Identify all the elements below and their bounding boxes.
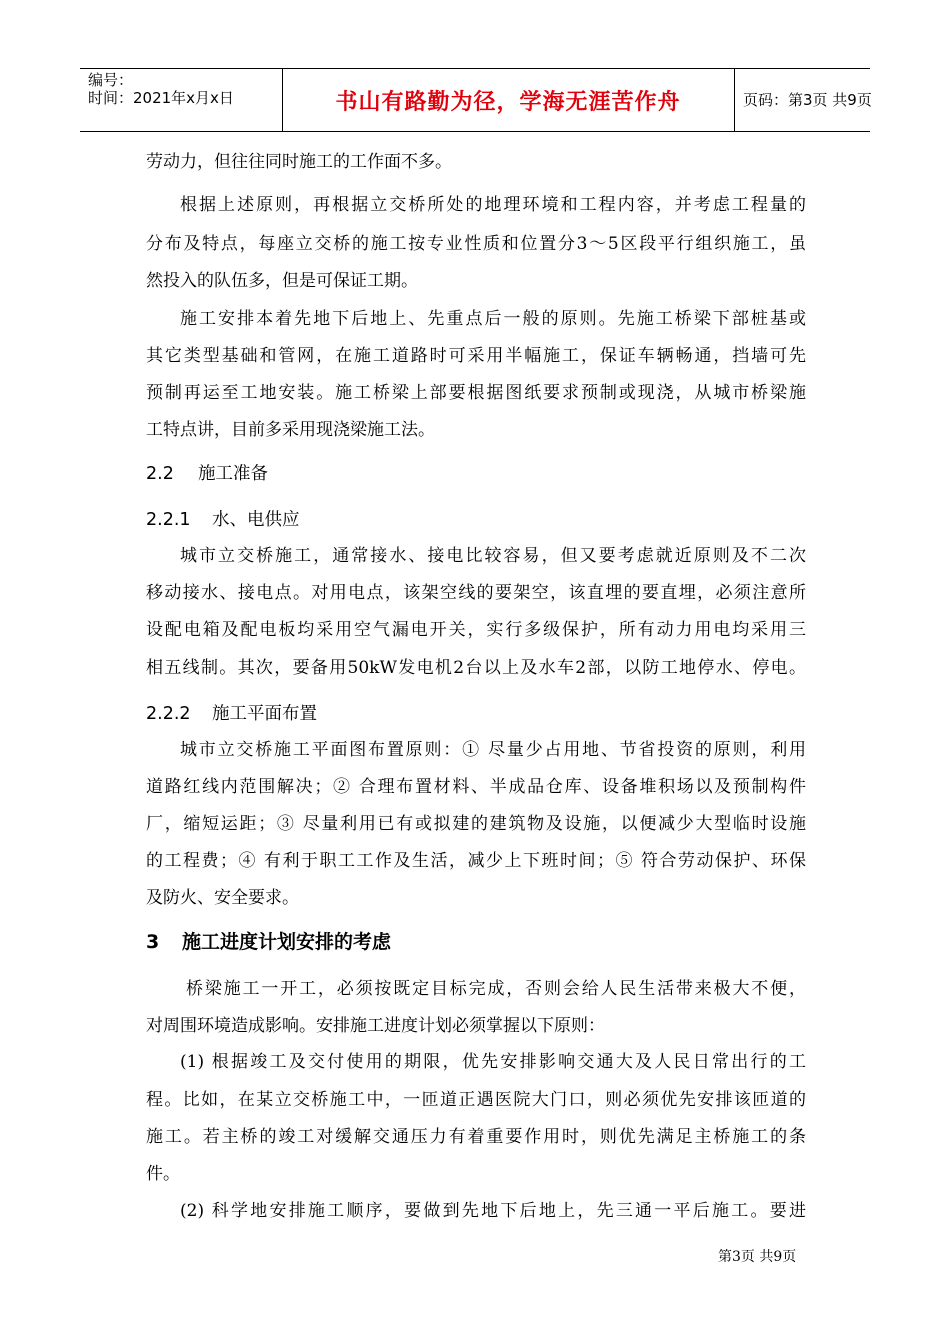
header-time-label: 时间：2021年x月x日 xyxy=(88,89,234,107)
body-line: 劳动力，但往往同时施工的工作面不多。 xyxy=(146,152,452,172)
section-heading-3 xyxy=(146,929,391,955)
list-item-line: (2) 科学地安排施工顺序，要做到先地下后地上，先三通一平后施工。要进 xyxy=(180,1201,806,1221)
section-title: 水、电供应 xyxy=(212,510,300,530)
paragraph-line: 工特点讲，目前多采用现浇梁施工法。 xyxy=(146,420,435,440)
section-title: 施工进度计划安排的考虑 xyxy=(182,931,392,953)
paragraph-line: 城市立交桥施工平面图布置原则：① 尽量少占用地、节省投资的原则，利用 xyxy=(180,740,806,760)
paragraph-line: 设配电箱及配电板均采用空气漏电开关，实行多级保护，所有动力用电均采用三 xyxy=(146,620,806,640)
paragraph-line: 厂，缩短运距；③ 尽量利用已有或拟建的建筑物及设施，以便减少大型临时设施 xyxy=(146,814,806,834)
list-item-line: 件。 xyxy=(146,1164,180,1184)
paragraph-line: 及防火、安全要求。 xyxy=(146,888,299,908)
paragraph-line: 道路红线内范围解决；② 合理布置材料、半成品仓库、设备堆积场以及预制构件 xyxy=(146,777,806,797)
header-meta-cell xyxy=(80,69,283,131)
section-number: 2.2.2 xyxy=(146,704,191,724)
header-motto-cell xyxy=(282,69,735,131)
section-heading-2-2-2 xyxy=(146,702,317,726)
section-title: 施工平面布置 xyxy=(212,704,317,724)
list-item-line: (1) 根据竣工及交付使用的期限，优先安排影响交通大及人民日常出行的工 xyxy=(180,1052,806,1072)
paragraph-line: 相五线制。其次，要备用50kW发电机2台以上及水车2部，以防工地停水、停电。 xyxy=(146,658,806,678)
paragraph-line: 分布及特点，每座立交桥的施工按专业性质和位置分3～5区段平行组织施工，虽 xyxy=(146,234,806,254)
paragraph-line: 其它类型基础和管网，在施工道路时可采用半幅施工，保证车辆畅通，挡墙可先 xyxy=(146,346,806,366)
header-code-label: 编号： xyxy=(88,71,134,89)
paragraph-line: 的工程费；④ 有利于职工工作及生活，减少上下班时间；⑤ 符合劳动保护、环保 xyxy=(146,851,806,871)
paragraph-line: 移动接水、接电点。对用电点，该架空线的要架空，该直埋的要直埋，必须注意所 xyxy=(146,583,806,603)
paragraph-line: 城市立交桥施工，通常接水、接电比较容易，但又要考虑就近原则及不二次 xyxy=(180,546,806,566)
header-page-label: 页码：第3页 共9页 xyxy=(743,90,872,109)
section-heading-2-2-1 xyxy=(146,508,300,532)
paragraph-line: 桥梁施工一开工，必须按既定目标完成，否则会给人民生活带来极大不便， xyxy=(186,979,806,999)
paragraph-line: 根据上述原则，再根据立交桥所处的地理环境和工程内容，并考虑工程量的 xyxy=(180,195,806,215)
section-number: 3 xyxy=(146,931,160,953)
list-item-line: 施工。若主桥的竣工对缓解交通压力有着重要作用时，则优先满足主桥施工的条 xyxy=(146,1127,806,1147)
list-item-line: 程。比如，在某立交桥施工中，一匝道正遇医院大门口，则必须优先安排该匝道的 xyxy=(146,1090,806,1110)
paragraph-line: 对周围环境造成影响。安排施工进度计划必须掌握以下原则： xyxy=(146,1016,605,1036)
section-number: 2.2.1 xyxy=(146,510,191,530)
header-page-cell xyxy=(735,69,870,131)
header-motto: 书山有路勤为径，学海无涯苦作舟 xyxy=(335,89,681,115)
section-number: 2.2 xyxy=(146,464,174,484)
paragraph-line: 施工安排本着先地下后地上、先重点后一般的原则。先施工桥梁下部桩基或 xyxy=(180,309,806,329)
paragraph-line: 然投入的队伍多，但是可保证工期。 xyxy=(146,271,418,291)
section-title: 施工准备 xyxy=(198,464,268,484)
section-heading-2-2 xyxy=(146,462,268,486)
page-header xyxy=(80,68,870,132)
paragraph-line: 预制再运至工地安装。施工桥梁上部要根据图纸要求预制或现浇，从城市桥梁施 xyxy=(146,383,806,403)
page-footer-number: 第3页 共9页 xyxy=(718,1249,797,1265)
